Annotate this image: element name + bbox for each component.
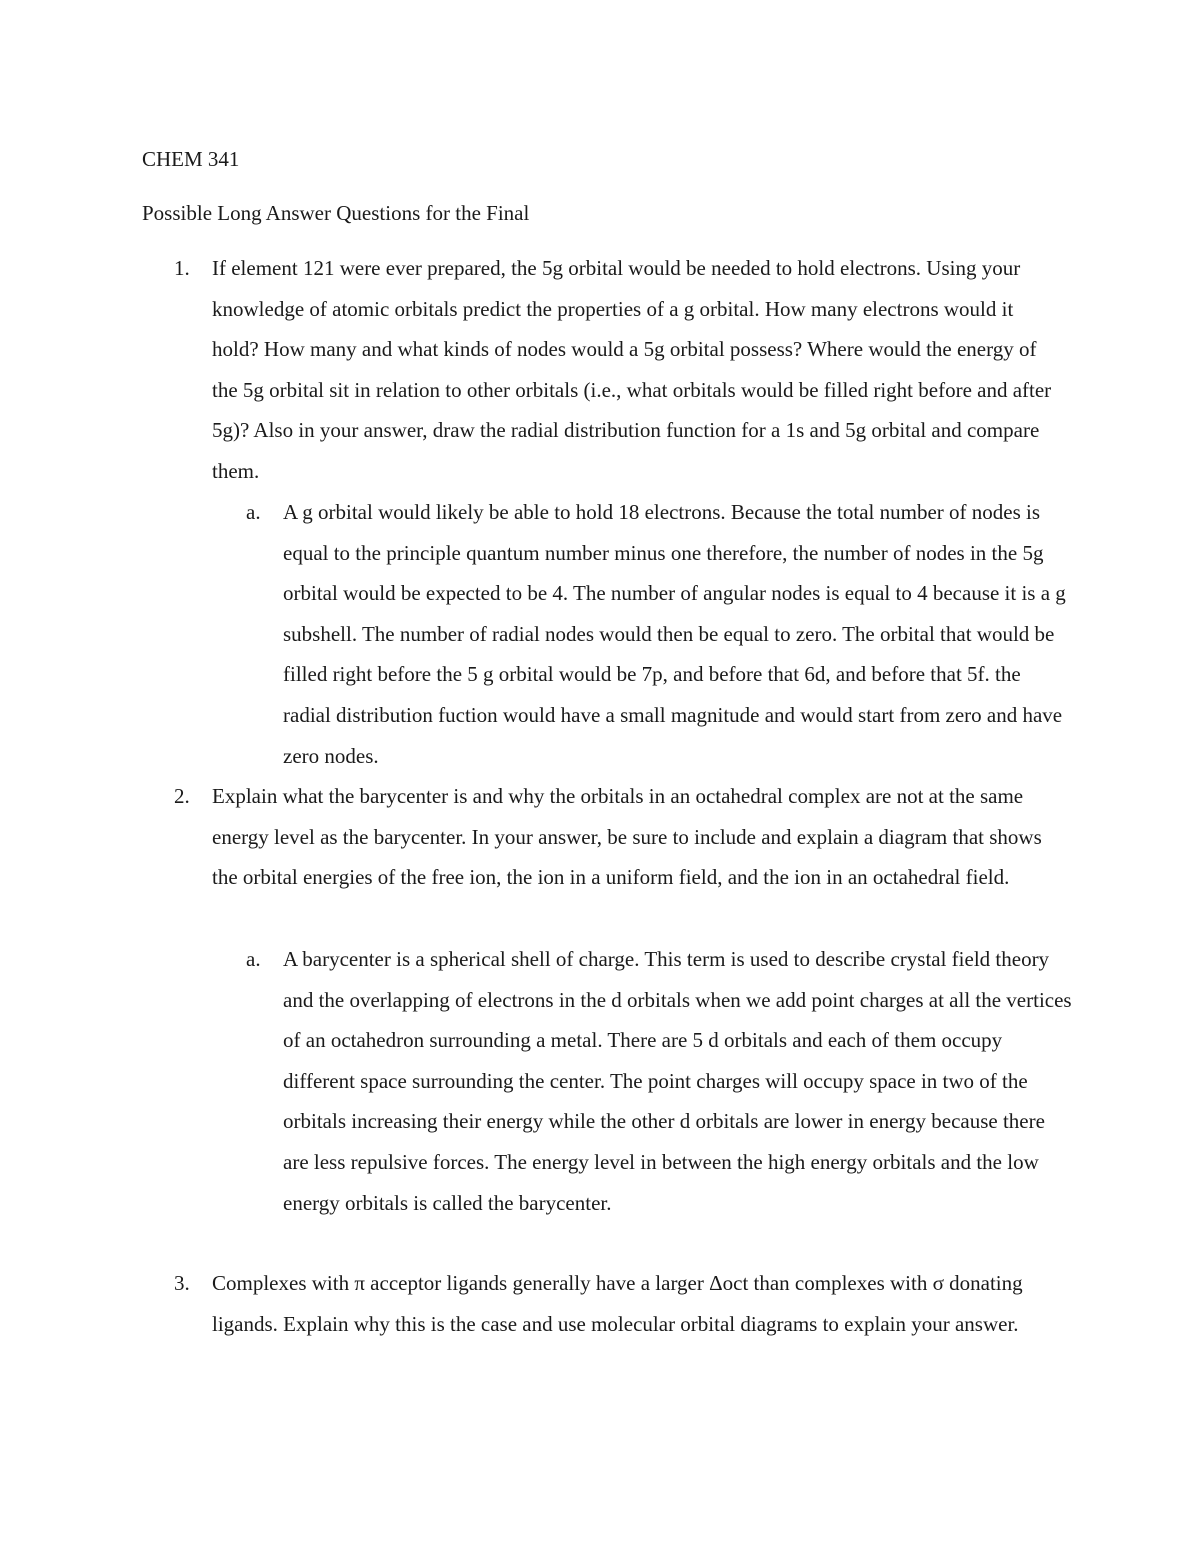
course-title: CHEM 341: [142, 147, 240, 171]
question-number: 3.: [174, 1271, 190, 1295]
answer-label: a.: [246, 500, 261, 524]
question-3: [142, 1263, 1062, 1344]
question-text: Explain what the barycenter is and why the orbitals in an octahedral complex are not at the same energy level as the barycenter. In your answer, be sure to include and explain a diagram that shows the orbital energies of the free ion, the ion in a uniform field, and the ion in an octahedral field.: [212, 784, 1042, 890]
question-text: Complexes with π acceptor ligands generally have a larger Δoct than complexes with σ donating ligands. Explain why this is the case and use molecular orbital diagrams to explain your answer.: [212, 1271, 1023, 1336]
answer-1a: [142, 492, 1072, 776]
answer-text: A g orbital would likely be able to hold 18 electrons. Because the total number of nodes is equal to the principle quantum number minus one therefore, the number of nodes in the 5g orbital would be expected to be 4. The number of angular nodes is equal to 4 because it is a g subshell. The number of radial nodes would then be equal to zero. The orbital that would be filled right before the 5 g orbital would be 7p, and before that 6d, and before that 5f. the radial distribution fuction would have a small magnitude and would start from zero and have zero nodes.: [283, 500, 1066, 768]
answer-text: A barycenter is a spherical shell of charge. This term is used to describe crystal field theory and the overlapping of electrons in the d orbitals when we add point charges at all the vertices of an octahedron surrounding a metal. There are 5 d orbitals and each of them occupy different space surrounding the center. The point charges will occupy space in two of the orbitals increasing their energy while the other d orbitals are lower in energy because there are less repulsive forces. The energy level in between the high energy orbitals and the low energy orbitals is called the barycenter.: [283, 947, 1072, 1215]
question-text: If element 121 were ever prepared, the 5g orbital would be needed to hold electrons. Using your knowledge of atomic orbitals predict the properties of a g orbital. How many electrons would it hold? How many and what kinds of nodes would a 5g orbital possess? Where would the energy of the 5g orbital sit in relation to other orbitals (i.e., what orbitals would be filled right before and after 5g)? Also in your answer, draw the radial distribution function for a 1s and 5g orbital and compare them.: [212, 256, 1052, 483]
document-subtitle: Possible Long Answer Questions for the Final: [142, 201, 530, 225]
question-number: 2.: [174, 784, 190, 808]
answer-2a: [142, 939, 1072, 1223]
answer-label: a.: [246, 947, 261, 971]
question-1: [142, 248, 1062, 492]
question-number: 1.: [174, 256, 190, 280]
question-2: [142, 776, 1062, 898]
